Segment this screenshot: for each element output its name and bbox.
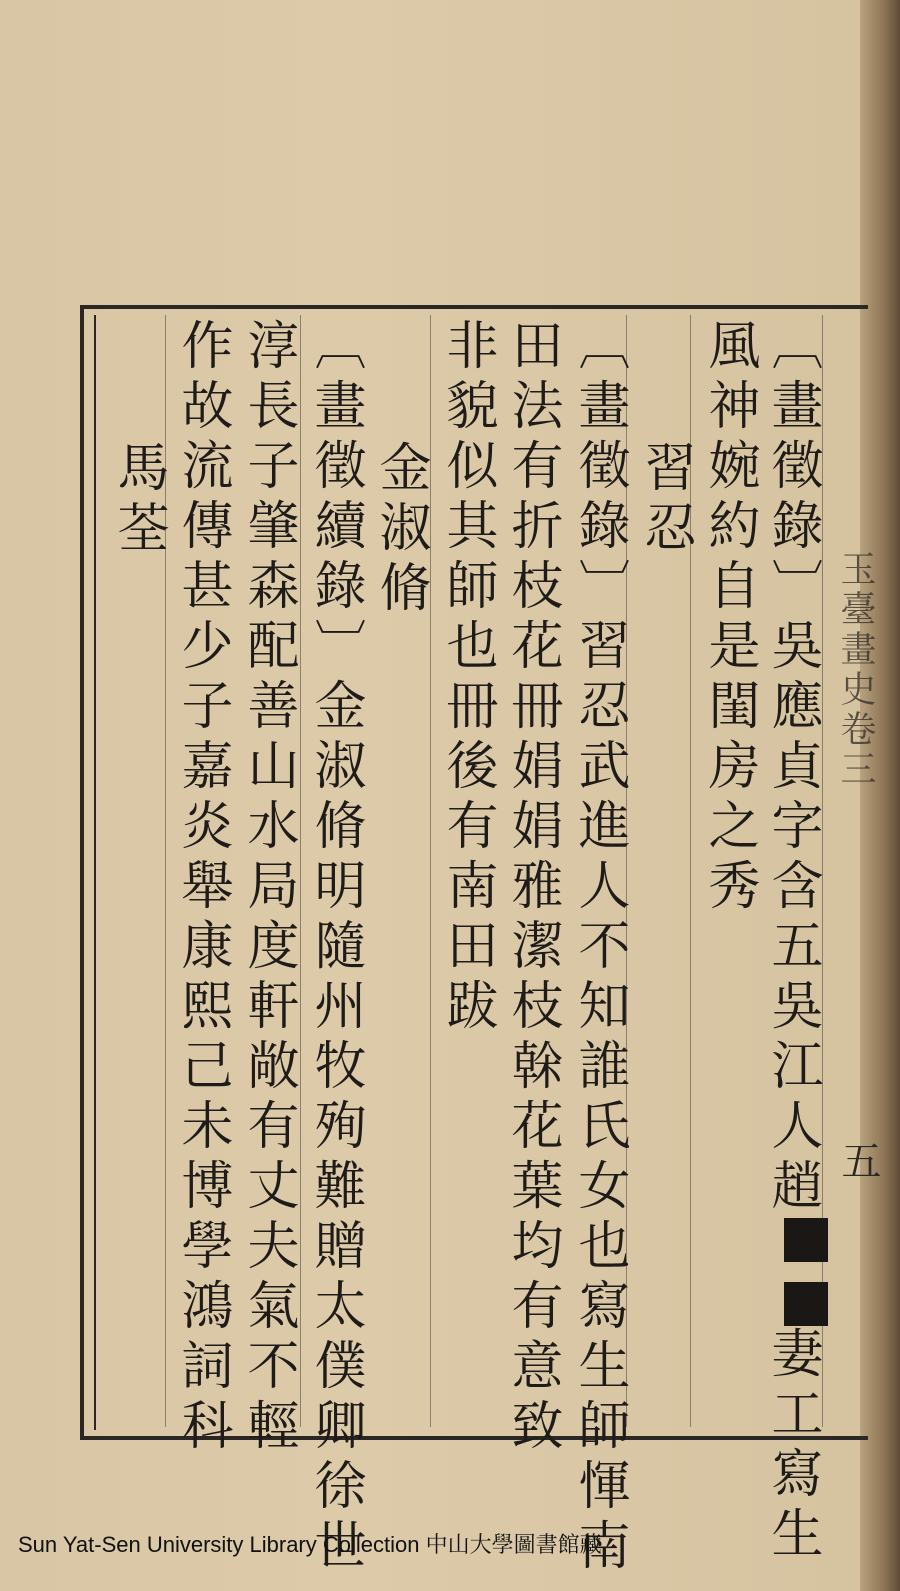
heading-ma-quan: 馬荃: [108, 440, 168, 560]
text-column-2: 風神婉約自是閨房之秀: [699, 318, 759, 918]
text-column-5: 田法有折枝花冊娟娟雅潔枝榦花葉均有意致: [502, 318, 562, 1458]
heading-xiren: 習忍: [635, 440, 695, 560]
text-column-1: [760, 318, 828, 1566]
frame-inner-rule: [94, 315, 96, 1430]
text-column-10: 作故流傳甚少子嘉炎舉康熙己未博學鴻詞科: [172, 318, 232, 1458]
column-divider: [300, 315, 301, 1427]
text-column-8: 〔畫徵續錄〕金淑脩明隨州牧殉難贈太僕卿徐世: [305, 318, 365, 1578]
text-column-9: 淳長子肇森配善山水局度軒敞有丈夫氣不輕: [238, 318, 298, 1458]
seal-mark: [784, 1218, 828, 1262]
text-column-1-text: 〔畫徵錄〕吳應貞字含五吳江人趙: [762, 318, 822, 1218]
page-number: 五: [835, 1140, 881, 1180]
seal-mark: [784, 1282, 828, 1326]
heading-jin-shuxiu: 金淑脩: [370, 440, 430, 620]
text-column-6: 非貌似其師也冊後有南田跋: [437, 318, 497, 1038]
margin-title: 玉臺畫史卷三: [835, 550, 876, 790]
text-column-1-tail: 妻工寫生: [762, 1326, 822, 1566]
text-column-4: 〔畫徵錄〕習忍武進人不知誰氏女也寫生師惲南: [569, 318, 629, 1578]
library-credit: Sun Yat-Sen University Library Collection 中山大學圖書館藏: [18, 1532, 602, 1557]
